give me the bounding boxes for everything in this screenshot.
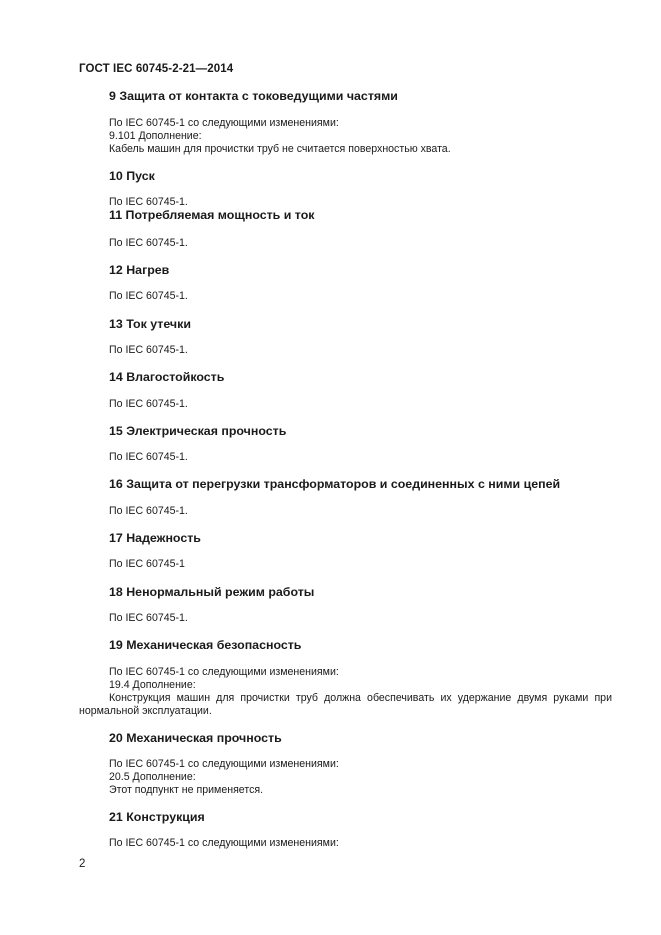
section-9-text: Кабель машин для прочистки труб не считается поверхностью хвата. — [109, 143, 451, 155]
section-19-paragraph-line: нормальной эксплуатации. — [79, 705, 212, 717]
section-11-text: По IEC 60745-1. — [109, 237, 188, 249]
section-19-subclause: 19.4 Дополнение: — [109, 679, 196, 691]
section-14-text: По IEC 60745-1. — [109, 398, 188, 410]
section-10-heading: 10 Пуск — [109, 169, 155, 183]
section-21-text: По IEC 60745-1 со следующими изменениями: — [109, 837, 339, 849]
section-16-heading: 16 Защита от перегрузки трансформаторов и соединенных с ними цепей — [109, 477, 561, 491]
section-10-text: По IEC 60745-1. — [109, 196, 188, 208]
section-14-heading: 14 Влагостойкость — [109, 370, 225, 384]
section-12-text: По IEC 60745-1. — [109, 290, 188, 302]
document-header: ГОСТ IEC 60745-2-21—2014 — [79, 63, 234, 75]
section-19-paragraph — [79, 692, 612, 718]
section-20-heading: 20 Механическая прочность — [109, 731, 282, 745]
section-13-text: По IEC 60745-1. — [109, 344, 188, 356]
section-12-heading: 12 Нагрев — [109, 263, 170, 277]
section-19-text: По IEC 60745-1 со следующими изменениями: — [109, 666, 339, 678]
section-20-text: По IEC 60745-1 со следующими изменениями: — [109, 758, 339, 770]
section-15-text: По IEC 60745-1. — [109, 451, 188, 463]
section-18-heading: 18 Ненормальный режим работы — [109, 585, 315, 599]
section-11-heading: 11 Потребляемая мощность и ток — [109, 208, 315, 222]
section-13-heading: 13 Ток утечки — [109, 317, 191, 331]
section-18-text: По IEC 60745-1. — [109, 612, 188, 624]
section-19-paragraph-line: Конструкция машин для прочистки труб должна обеспечивать их удержание двумя руками при — [109, 692, 612, 704]
section-19-heading: 19 Механическая безопасность — [109, 638, 302, 652]
section-20-subclause: 20.5 Дополнение: — [109, 771, 196, 783]
section-9-text: По IEC 60745-1 со следующими изменениями: — [109, 117, 339, 129]
section-16-text: По IEC 60745-1. — [109, 505, 188, 517]
section-15-heading: 15 Электрическая прочность — [109, 424, 287, 438]
section-9-subclause: 9.101 Дополнение: — [109, 130, 202, 142]
section-20-text: Этот подпункт не применяется. — [109, 784, 264, 796]
section-17-heading: 17 Надежность — [109, 531, 201, 545]
section-17-text: По IEC 60745-1 — [109, 558, 185, 570]
section-9-heading: 9 Защита от контакта с токоведущими частями — [109, 89, 398, 103]
page-number: 2 — [79, 858, 86, 870]
section-21-heading: 21 Конструкция — [109, 810, 205, 824]
